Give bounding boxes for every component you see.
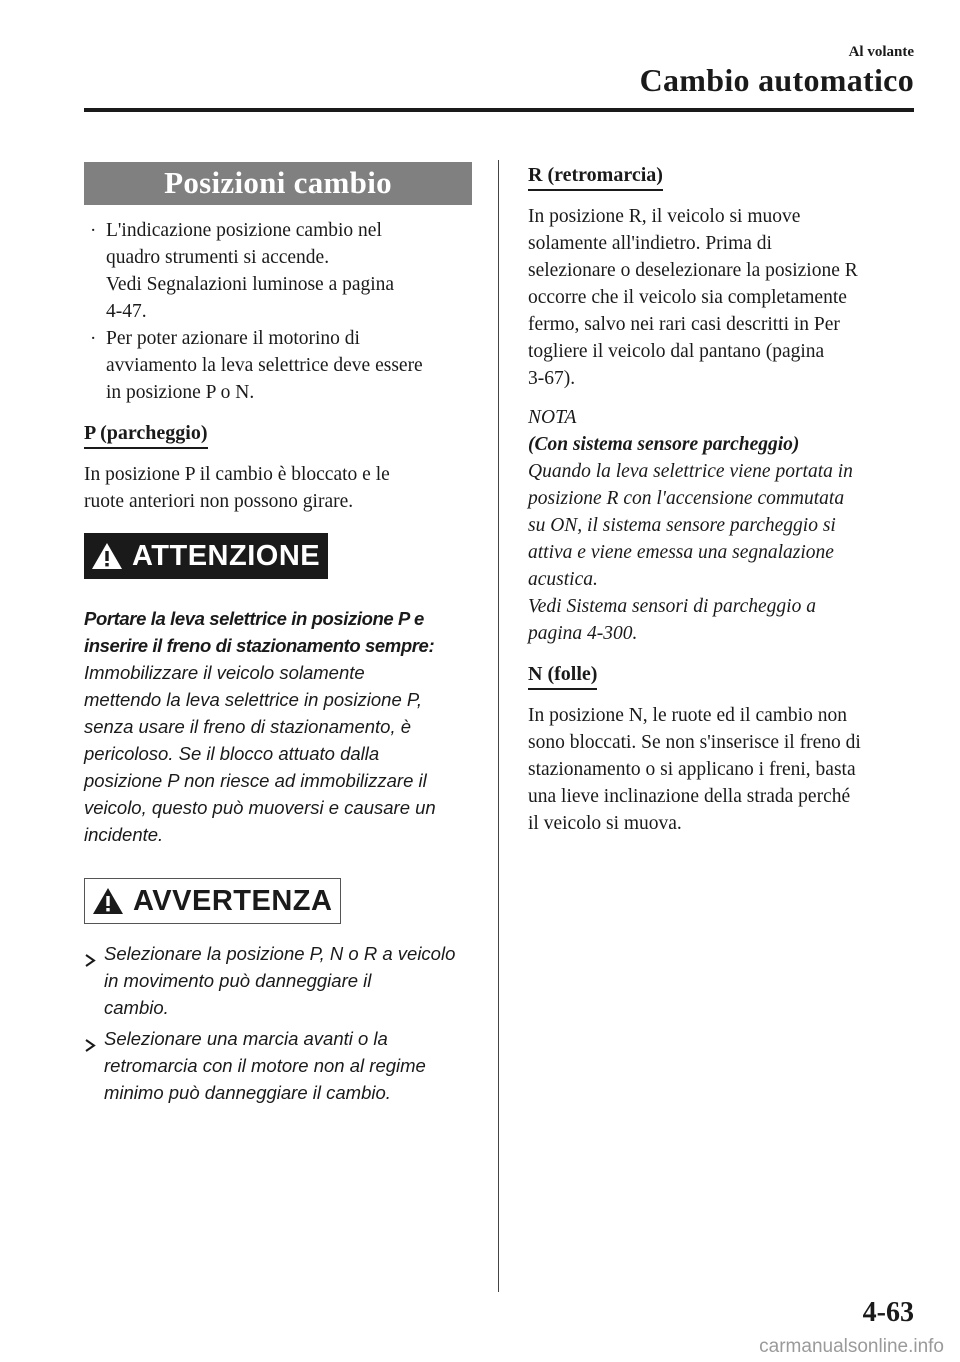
intro-bullets: [84, 217, 472, 406]
park-heading: P (parcheggio): [84, 420, 208, 449]
list-item: · L'indicazione posizione cambio nel quadro strumenti si accende. Vedi Segnalazioni luminose a pagina 4-47.: [84, 217, 472, 325]
column-divider: [498, 160, 499, 1292]
notice-list: [84, 940, 472, 1106]
caution-label: ATTENZIONE: [132, 539, 321, 572]
header-rule: [84, 108, 914, 112]
right-column: [528, 162, 918, 837]
list-item: · Per poter azionare il motorino di avviamento la leva selettrice deve essere in posizione P o N.: [84, 325, 472, 406]
left-column: [84, 162, 472, 1110]
chapter-label: Al volante: [848, 44, 914, 60]
page-number: 4-63: [862, 1297, 914, 1328]
notice-label: AVVERTENZA: [133, 884, 333, 917]
caution-box: [84, 533, 328, 579]
neutral-text: In posizione N, le ruote ed il cambio non sono bloccati. Se non s'inserisce il freno di stazionamento o si applicano i freni, basta una lieve inclinazione della strada perché il veicolo si muova.: [528, 705, 861, 834]
reverse-text: In posizione R, il veicolo si muove solamente all'indietro. Prima di selezionare o deselezionare la posizione R occorre che il veicolo sia completamente fermo, salvo nei rari casi descritti in Per togliere il veicolo dal pantano (pagina 3-67).: [528, 206, 858, 389]
note-subtitle: (Con sistema sensore parcheggio): [528, 434, 800, 455]
section-title-header: Cambio automatico: [639, 62, 914, 98]
note-block: NOTA (Con sistema sensore parcheggio) Quando la leva selettrice viene portata in posizione R con l'accensione commutata su ON, il sistema sensore parcheggio si attiva e viene emessa una segnalazione acustica. Vedi Sistema sensori di parcheggio a pagina 4-300.: [528, 404, 918, 647]
arrow-right-icon: [84, 1032, 96, 1059]
reverse-heading: R (retromarcia): [528, 162, 663, 191]
warning-triangle-icon: [90, 541, 124, 571]
note-label: NOTA: [528, 407, 577, 428]
list-item: Selezionare la posizione P, N o R a veicolo in movimento può danneggiare il cambio.: [84, 940, 472, 1021]
notice-box: [84, 878, 341, 924]
warning-triangle-icon: [91, 886, 125, 916]
arrow-right-icon: [84, 947, 96, 974]
bullet-dot-icon: ·: [90, 220, 97, 241]
list-item: Selezionare una marcia avanti o la retromarcia con il motore non al regime minimo può danneggiare il cambio.: [84, 1025, 472, 1106]
bullet-dot-icon: ·: [90, 328, 97, 349]
page-section-title: Posizioni cambio: [84, 162, 472, 205]
neutral-heading: N (folle): [528, 661, 597, 690]
watermark: carmanualsonline.info: [759, 1336, 944, 1357]
caution-content: Portare la leva selettrice in posizione P e inserire il freno di stazionamento sempre: Immobilizzare il veicolo solamente mettendo la leva selettrice in posizione P, senza usare il freno di stazionamento, è pericoloso. Se il blocco attuato dalla posizione P non riesce ad immobilizzare il veicolo, questo può muoversi e causare un incidente.: [84, 608, 436, 845]
park-text: In posizione P il cambio è bloccato e le ruote anteriori non possono girare.: [84, 464, 390, 512]
